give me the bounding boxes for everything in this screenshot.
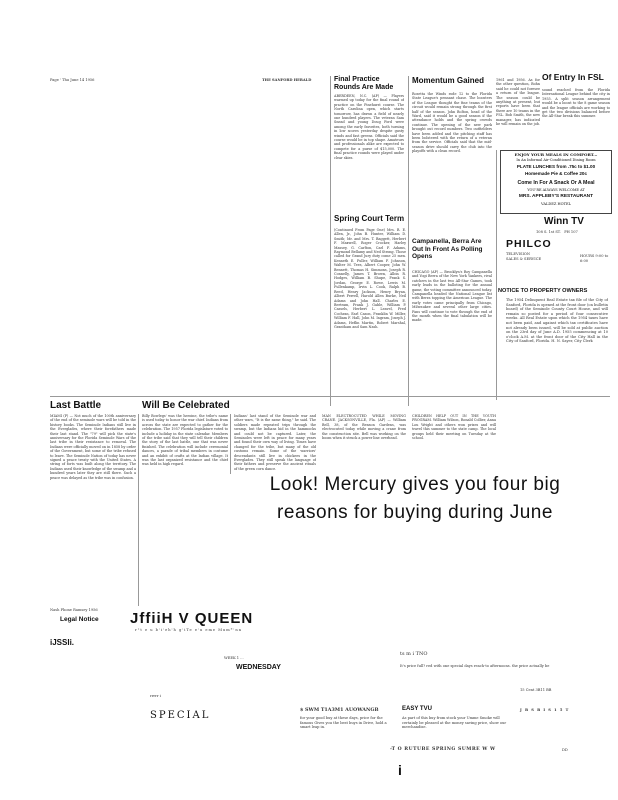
appleby-restaurant-ad: [500, 150, 612, 214]
article-final-practice: ABERDEEN, N.C. (AP) — Players warmed up today for the final round of practice on the Pinehurst course. The North Carolina open, which starts tomorrow, has drawn a field of nearly one hundred players. The veteran Sam Snead and young Doug Ford were among the early favorites, both turning in low scores yesterday despite gusty winds and fast greens. Officials said the course would be in top shape. Amateurs and professionals alike are expected to compete for a purse of $15,000. The final practice rounds were played under clear skies.: [334, 94, 404, 160]
bottom-line: -T O RUTUBE SPRING SUMRE W W: [390, 747, 496, 752]
appleby-line-6: YOU'RE ALWAYS WELCOME AT: [527, 188, 585, 192]
appleby-line-4: Homemade Pie & Coffee 20c: [524, 171, 588, 176]
column-rule-1: [330, 76, 331, 406]
bottom-i-mark: i: [398, 762, 402, 778]
headline-spring-court: Spring Court Term: [334, 214, 405, 223]
special-small-label: rrrrr i: [150, 694, 161, 698]
headline-entry-fsl: Of Entry In FSL: [542, 72, 604, 82]
headline-will-be-celebrated: Will Be Celebrated: [142, 400, 230, 411]
headline-last-battle: Last Battle: [50, 400, 102, 411]
headline-queen: JffiiH V QUEEN: [130, 610, 254, 627]
lower-right-small: 15 Cent 3B11 BB: [520, 688, 552, 692]
lower-small-label: WEEK 1 ...: [224, 656, 244, 660]
lower-text-mid: As part of this buy from stock your Umme Smoke will certainly be pleased at the money saving price, show our merchandise.: [402, 716, 507, 729]
horizontal-rule-1: [50, 396, 610, 397]
lower-text-left: for your good buy at these days, price for the famous Gives you the best buys in Drive, hold a smart leap in.: [300, 716, 387, 729]
dd-mark: DD: [562, 748, 568, 752]
article-celebrated-col2: Indians' last stand of the Seminole war and other wars, "It is the same thing," he said. The soldiers made repeated trips through the swamp, but the Indians hid in the hammocks and could not be captured. Later, the Seminoles were left in peace for many years and found their own way of living. Times have changed for the tribe, but many of the old customs remain. Some of the warriors' descendants still live in chickees in the Everglades. They still speak the language of their fathers and preserve the ancient rituals of the green corn dance.: [234, 414, 316, 471]
appleby-line-5: Come In For A Snack Or A Meal: [517, 180, 595, 186]
appleby-line-3: PLATE LUNCHES from .75c to $1.00: [516, 164, 596, 169]
headline-legal-notice: Legal Notice: [60, 616, 99, 623]
headline-momentum: Momentum Gained: [412, 76, 485, 85]
appleby-line-1: ENJOY YOUR MEALS IN COMFORT...: [514, 152, 598, 157]
winn-tv-ad: [500, 214, 610, 288]
easy-label: EASY TVU: [402, 706, 432, 712]
article-momentum: Rosetta the Winds rode 12 to the Florida State League's pennant chase. The boosters of the League thought the fine teams of the circuit would remain strong through the first half of the season. John Bolton, head of the Ward, said it would be a good season if the attendance holds and the spring crowds continue. The opening of the new park brought out record numbers. Two outfielders have been added and the pitching staff has been bolstered with the return of a veteran from the service. Officials said that the mid-season drive should carry the club into the playoffs with a clean record.: [412, 92, 492, 154]
winn-tv-line-2: SALES & SERVICE: [506, 257, 542, 261]
article-entry-fsl: sound reached from the Florida International League behind the city in 1955. A split season arrangement would be a boost to the 8 game season and the league officials are working to get the two divisions balanced before the All-Star break this summer.: [542, 88, 610, 119]
winn-tv-title: Winn TV: [544, 216, 584, 227]
special-label: SPECIAL: [150, 710, 211, 721]
article-youth: CHILDREN HELP OUT IN THE YOUTH PROGRAM. William Wilson, Ronald Collier, Anna Lou Wright and others won prizes and will travel this summer to the state camp. The local groups held their meeting on Tuesday at the school.: [412, 414, 496, 441]
nash-phone-line: Nash Phone Ramsey 1956: [50, 608, 98, 612]
article-celebrated-col1: Billy Bowlegs' was the heroine, the tribe's name is used today to honor the war chief. Indians from across the state are expected to gather for the celebration. The 1957 Florida legislature voted to include a holiday in the state calendar. Members of the tribe said that they will tell their children the story of the last battle, one that was never finished. The celebration will include ceremonial dances, a parade of tribal members in costume and an exhibit of crafts at the Indian village. It was the last organized resistance and the chief was held in high regard.: [142, 414, 228, 467]
lower-headline-left: $ SWM T1A3M1 AUOWANGB: [300, 707, 379, 713]
mercury-ad-line-1: Look! Mercury gives you four big: [269, 474, 561, 495]
tv-line: ts m i TNO: [400, 651, 428, 657]
article-campanella: CHICAGO (AP) — Brooklyn's Roy Campanella and Yogi Berra of the New York Yankees, rival catchers in the last two All-Star Games, took early leads in the balloting for the annual game, the voting committee announced today. Campanella headed the National League list with Berra topping the American League. The early votes came principally from Chicago, Milwaukee and several other large cities. Fans will continue to vote through the end of the month when the final tabulation will be made.: [412, 270, 492, 323]
article-right-col-1: 1961 and 1956. As for the other question, Bohn said he could not foresee a return of the league. The season could be anything at present, but reports have been that there are 10 teams in the FSL. Bob Smith, the new manager, has indicated he will remain on the job.: [496, 78, 540, 127]
headline-final-practice: Final Practice Rounds Are Made: [334, 76, 394, 91]
winn-tv-brand: PHILCO: [506, 238, 552, 250]
appleby-line-8: VALDEZ HOTEL: [541, 202, 571, 206]
appleby-line-2: In An Informal Air-Conditioned Dining Room: [516, 158, 596, 162]
article-spring-court: (Continued From Page One) Mrs. R. E. Allen, Jr., John B. Hunter, William D. Smith; Mr. and Mrs. T. Baggett, Herbert F. Maxwell, Roger Crocker, Harley Massey, G. Carlton, Carl F. Adams, Raymond Bellamy and Ned Strong. Those called for Grand Jury duty come 25 men. Kenneth E. Fuller, William F. Johnson, Walter M. Tees, Albert Cooper, John W. Bennett, Thomas H. Simmons, Joseph R. Connelly, James T. Brown, Albin R. Hodges, William B. Shupe, Frank S. Jordan, George E. Rowe, Lewis M. Fullenkamp, Irvin L. Cook, Ralph B. Reed, Henry Jackson, Henry Bryan, Albert Ferrell, Harold Allen Burke, Neil Adams and John Hall. Charles E. Bertram, Frank J. Gable, William P. Cassels, Herbert L. Leavel, Fred Cochran, Earl Cason, Franklin W. Miller, William F. Hall, John M. Ingram, Joseph J. Adams, Heflin Martin, Robert Marshal, Grantham and Sam Nash.: [334, 228, 406, 329]
headline-campanella: Campanella, Berra Are Out In Front As Polling Opens: [412, 238, 483, 260]
article-last-battle-col1: MIAMI (P) — Not much of the 100th anniversary of the end of the seminole wars will be told in the history books. The Seminole Indians still live in the Everglades, where their forefathers made their last stand. The "79" will pick the state's anniversary for the Florida Seminole Wars of the last tribe in their resistance to removal. The Indians were officially moved on in 1858 by order of the Government, but some of the tribe refused to leave. The Seminole Nation of today has never signed a peace treaty with the United States. A string of forts was built along the territory. The Indians used their knowledge of the swamp and a hundred years later they are still there. Such a peace was delayed as the tribe was in confusion.: [50, 414, 136, 480]
paper-name: THE SANFORD HERALD: [262, 78, 312, 82]
wednesday-label: WEDNESDAY: [236, 664, 281, 671]
column-rule-4: [138, 414, 139, 606]
winn-tv-address: 108 S. 1st ST. PH 107: [536, 230, 578, 234]
queen-subline: r"t e u b'i'eh'h g'iTe e'u eme Mum*'nn: [135, 628, 243, 632]
page-date-label: Page ' Thu June 14 1956: [50, 78, 95, 82]
column-rule-5: [230, 414, 231, 474]
headline-notice-owners: NOTICE TO PROPERTY OWNERS: [498, 288, 588, 294]
lower-code-right: J B S B I S 1 5 T: [520, 708, 570, 712]
lower-right-text-1: It's price full? red with one special days reach-to afternoons. the price actually be: [400, 664, 550, 668]
jssii-mark: iJSSIi.: [50, 638, 75, 647]
mercury-ad-line-2: reasons for buying during June: [277, 502, 553, 523]
article-road-crash: MAN ELECTROCUTED WHILE MOVING CRANE. JACKSONVILLE, Fla. (AP) — William Bell, 38, of the Benson Gardens, was electrocuted today while moving a crane from the construction site. Bell was working on the boom when it struck a power line overhead.: [322, 414, 406, 441]
notice-owners-text: The 1954 Delinquent Real Estate tax file of the City of Sanford, Florida is opened at the front door (on bulletin board) of the Seminole County Court House, and will remain so posted for a period of four consecutive weeks. All Real Estate upon which the 1954 taxes have not been paid, and against which tax certificates have not already been issued, will be sold at public auction on the 23rd day of June A.D. 1955 commencing at 10 o'clock A.M. at the front door of the City Hall in the City of Sanford, Florida. H. N. Sayer, City Clerk: [506, 298, 608, 344]
winn-tv-hours: HOURS 9:00 to 6:00: [580, 254, 609, 263]
notice-owners-box: [500, 298, 610, 370]
winn-tv-line-1: TELEVISION: [506, 252, 531, 256]
column-rule-2: [408, 76, 409, 406]
appleby-line-7: MRS. APPLEBY'S RESTAURANT: [518, 194, 594, 199]
mercury-ad: [220, 470, 610, 534]
column-rule-3: [496, 150, 497, 400]
